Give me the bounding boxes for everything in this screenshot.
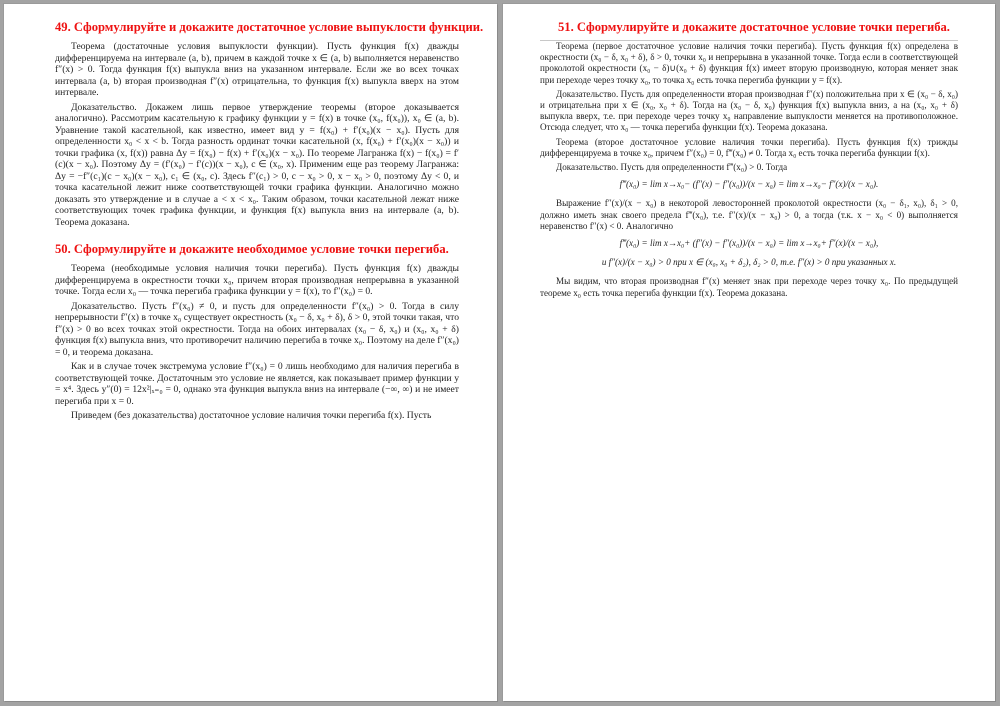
theorem1-q51: Теорема (первое достаточное условие наличия точки перегиба). Пусть функция f(x) определена в окрестности (x₀ − δ, x₀ + δ), δ > 0, точки x₀ и непрерывна в указанной точке. Тогда если в соответствующей проколотой окрестности (x₀ − δ)∪(x₀ + δ) функция f(x) имеет вторую производную, которая меняет знак при переходе через точку x₀, то точка x₀ есть точка перегиба функции y = f(x). bbox=[540, 41, 958, 85]
theorem-q49: Теорема (достаточные условия выпуклости функции). Пусть функция f(x) дважды дифференцируема на интервале (a, b), причем в каждой точке x ∈ (a, b) выполняется неравенство f″(x) > 0. Тогда функция f(x) выпукла вниз на указанном интервале. Если же во всех точках интервала (a, b) вторая производная f″(x) отрицательна, то функция f(x) выпукла вверх на этом интервале. bbox=[55, 41, 459, 98]
heading-q49: 49. Сформулируйте и докажите достаточное условие выпуклости функции. bbox=[55, 20, 484, 34]
proof-q49: Доказательство. Докажем лишь первое утверждение теоремы (второе доказывается аналогично). Рассмотрим касательную к графику функции y = f(x) в точке (x₀, f(x₀)), x₀ ∈ (a, b). Уравнение такой касательной, как известно, имеет вид y = f(x₀) + f′(x₀)(x − x₀). Пусть для определенности x₀ < x < b. Тогда разность ординат точки касательной (x, f(x₀) + f′(x₀)(x − x₀)) и точки графика (x, f(x)) равна Δy = f(x₀) − f(x) + f′(x₀)(x − x₀). По теореме Лагранжа f(x) − f(x₀) = f′(c)(x − x₀). Поэтому Δy = (f′(x₀) − f′(c))(x − x₀), c ∈ (x₀, x). Применим еще раз теорему Лагранжа: Δy = −f″(c₁)(c − x₀)(x − x₀), c₁ ∈ (x₀, c). Здесь f″(c₁) > 0, c − x₀ > 0, x − x₀ > 0, поэтому Δy < 0, и точка касательной лежит ниже соответствующей точки графика функции. Аналогично можно доказать это утверждение и в случае a < x < x₀. Таким образом, точки касательной лежат ниже соответствующих точек графика функции, и функция f(x) выпукла вниз на интервале (a, b). Теорема доказана. bbox=[55, 101, 459, 228]
formula-sign-condition: и f″(x)/(x − x₀) > 0 при x ∈ (x₀, x₀ + δ₂), δ₂ > 0, т.е. f″(x) > 0 при указанных x. bbox=[601, 257, 897, 268]
page-right-content bbox=[540, 19, 958, 302]
page-left bbox=[4, 4, 497, 701]
proof-q50: Доказательство. Пусть f″(x₀) ≠ 0, и пусть для определенности f″(x₀) > 0. Тогда в силу непрерывности f″(x) в точке x₀ существует окрестность (x₀ − δ, x₀ + δ), δ > 0, этой точки такая, что f″(x) > 0 во всех точках этой окрестности. Тогда на обоих интервалах (x₀ − δ, x₀) и (x₀, x₀ + δ) функция f(x) выпукла вниз, что противоречит наличию перегиба в точке x₀. Поэтому на деле f″(x₀) = 0, и теорема доказана. bbox=[55, 300, 459, 358]
section-gap bbox=[55, 231, 459, 241]
heading-q50: 50. Сформулируйте и докажите необходимое условие точки перегиба. bbox=[55, 242, 449, 256]
formula-right-limit: f‴(x₀) = lim x→x₀+ (f″(x) − f″(x₀))/(x − x₀) = lim x→x₀+ f″(x)/(x − x₀), bbox=[619, 238, 879, 249]
cut-off-line: Приведем (без доказательства) достаточное условие наличия точки перегиба f(x). Пусть bbox=[71, 410, 432, 421]
conclusion-q51: Мы видим, что вторая производная f″(x) меняет знак при переходе через точку x₀. По предыдущей теореме x₀ есть точка перегиба функции f(x). Теорема доказана. bbox=[540, 276, 958, 298]
expression-paragraph: Выражение f″(x)/(x − x₀) в некоторой левосторонней проколотой окрестности (x₀ − δ₁, x₀), δ₁ > 0, должно иметь знак своего предела f‴(x₀), т.е. f″(x)/(x − x₀) > 0, а тогда (т.к. x − x₀ < 0) выполняется неравенство f″(x) < 0. Аналогично bbox=[540, 198, 958, 231]
heading-q51: 51. Сформулируйте и докажите достаточное условие точки перегиба. bbox=[558, 20, 950, 34]
page-right bbox=[503, 4, 995, 701]
remark-q50: Как и в случае точек экстремума условие f″(x₀) = 0 лишь необходимо для наличия перегиба в соответствующей точке. Достаточным это условие не является, как показывает пример функции y = x⁴. Здесь y″(0) = 12x²|ₓ₌₀ = 0, однако эта функция выпукла вниз на интервале (−∞, ∞) и не имеет перегиба при x = 0. bbox=[55, 361, 459, 407]
theorem-q50: Теорема (необходимые условия наличия точки перегиба). Пусть функция f(x) дважды дифференцируема в окрестности точки x₀, причем вторая производная непрерывна в указанной точке. Тогда если x₀ — точка перегиба графика функции y = f(x), то f″(x₀) = 0. bbox=[55, 263, 459, 297]
proof1-q51: Доказательство. Пусть для определенности вторая производная f″(x) положительна при x ∈ (x₀ − δ, x₀) и отрицательна при x ∈ (x₀, x₀ + δ). Тогда на (x₀ − δ, x₀) функция f(x) выпукла вниз, а на (x₀, x₀ + δ) выпукла вверх, т.е. при переходе через точку x₀ направление выпуклости меняется на противоположное. Отсюда следует, что x₀ — точка перегиба функции f(x). Теорема доказана. bbox=[540, 88, 958, 133]
formula-left-limit: f‴(x₀) = lim x→x₀− (f″(x) − f″(x₀))/(x − x₀) = lim x→x₀− f″(x)/(x − x₀). bbox=[619, 179, 879, 190]
proof2-intro-q51: Доказательство. Пусть для определенности f‴(x₀) > 0. Тогда bbox=[556, 162, 788, 173]
theorem2-q51: Теорема (второе достаточное условие наличия точки перегиба). Пусть функция f(x) трижды дифференцируема в точке x₀, причем f″(x₀) = 0, f‴(x₀) ≠ 0. Тогда x₀ есть точка перегиба функции f(x). bbox=[540, 136, 958, 158]
page-left-content bbox=[55, 19, 484, 421]
